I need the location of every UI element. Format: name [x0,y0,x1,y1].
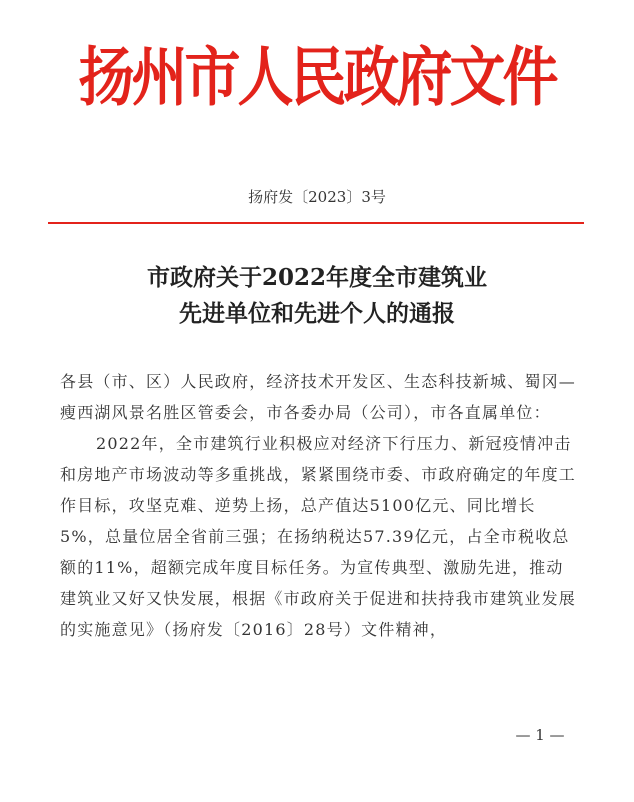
page-number: — 1 — [515,726,565,744]
masthead: 扬州市人民政府文件 [78,39,556,116]
body-paragraph: 2022年，全市建筑行业积极应对经济下行压力、新冠疫情冲击和房地产市场波动等多重挑战，紧紧围绕市委、市政府确定的年度工作目标，攻坚克难、逆势上扬，总产值达5100亿元、同比增长5%，总量位居全省前三强；在扬纳税达57.39亿元，占全市税收总额的11%，超额完成年度目标任务。为宣传典型、激励先进，推动建筑业又好又快发展，根据《市政府关于促进和扶持我市建筑业发展的实施意见》（扬府发〔2016〕28号）文件精神， [60,434,577,639]
red-divider [48,222,584,224]
document-title [0,260,634,332]
title-line-1: 市政府关于2022年度全市建筑业 [146,264,487,291]
document-body [60,366,580,645]
title-line-2: 先进单位和先进个人的通报 [179,300,455,327]
document-number: 扬府发〔2023〕3号 [248,188,386,206]
salutation: 各县（市、区）人民政府，经济技术开发区、生态科技新城、蜀冈—瘦西湖风景名胜区管委会，市各委办局（公司），市各直属单位： [60,372,577,422]
